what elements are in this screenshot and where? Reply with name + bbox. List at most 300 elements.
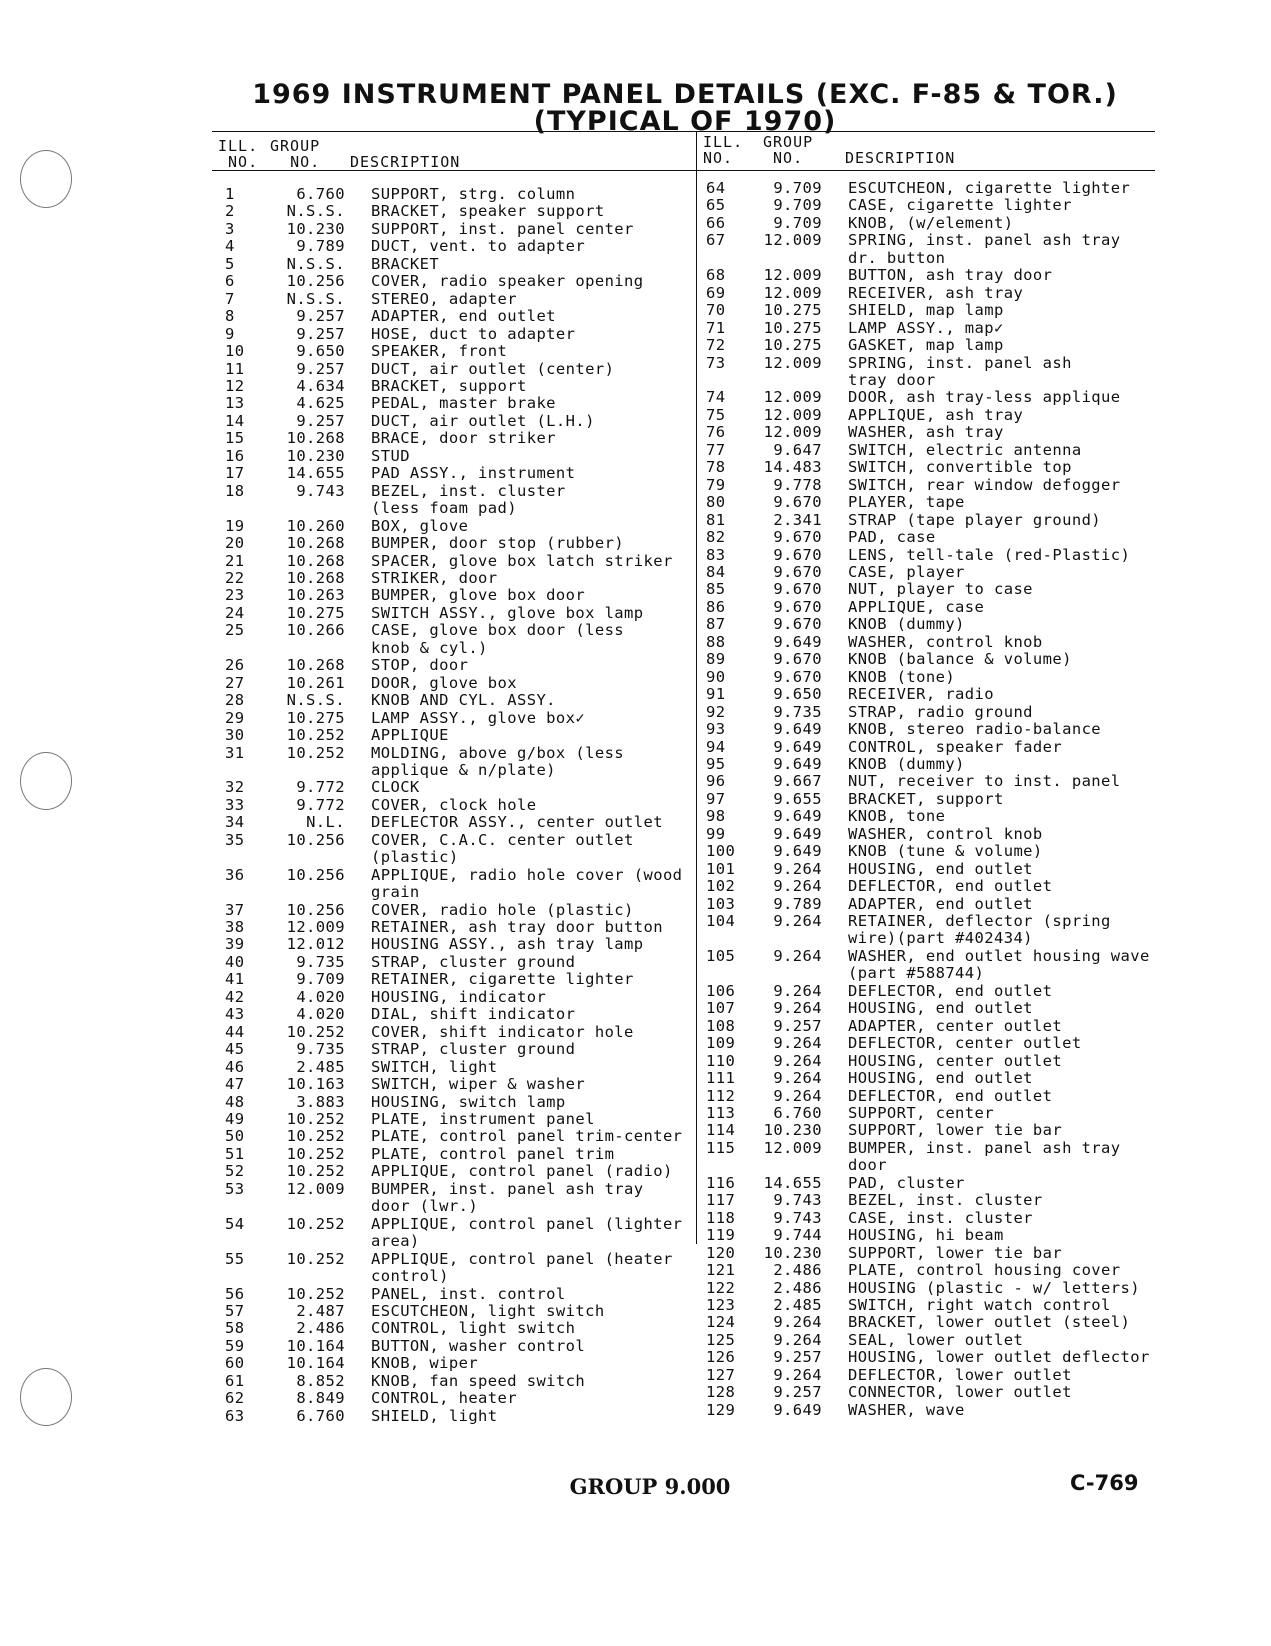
ill-number: 76 [706, 423, 726, 442]
part-description: KNOB, wiper [371, 1354, 479, 1373]
part-description: HOUSING, end outlet [848, 1069, 1033, 1088]
table-row [225, 483, 705, 500]
ill-number: 51 [225, 1144, 245, 1163]
ill-number: 95 [706, 754, 726, 773]
group-number: 9.670 [773, 667, 822, 686]
ill-number: 107 [706, 999, 736, 1018]
table-row [225, 1198, 705, 1215]
table-row [706, 651, 1186, 668]
group-number: 9.772 [296, 778, 345, 797]
group-number: 10.252 [286, 1022, 345, 1041]
group-number: 9.709 [296, 970, 345, 989]
ill-number: 106 [706, 981, 736, 1000]
part-description: DOOR, glove box [371, 673, 517, 692]
group-number: 10.275 [763, 336, 822, 355]
group-number: 9.670 [773, 580, 822, 599]
group-number: 12.009 [763, 1138, 822, 1157]
ill-number: 3 [225, 219, 235, 238]
table-row [706, 704, 1186, 721]
table-row [225, 1006, 705, 1023]
part-description: DEFLECTOR, end outlet [848, 981, 1053, 1000]
group-number: 14.483 [763, 458, 822, 477]
group-number: 9.257 [296, 411, 345, 430]
group-number: 9.709 [773, 213, 822, 232]
group-number: 9.649 [773, 842, 822, 861]
table-row [706, 1262, 1186, 1279]
ill-number: 118 [706, 1208, 736, 1227]
group-number: 9.264 [773, 1313, 822, 1332]
table-row [706, 1122, 1186, 1139]
part-description: HOUSING, switch lamp [371, 1092, 566, 1111]
part-description: PLATE, control panel trim-center [371, 1127, 683, 1146]
ill-number: 124 [706, 1313, 736, 1332]
part-description: CONNECTOR, lower outlet [848, 1383, 1072, 1402]
group-number: 9.709 [773, 179, 822, 197]
table-row [225, 587, 705, 604]
part-description: HOUSING (plastic - w/ letters) [848, 1278, 1140, 1297]
ill-number: 30 [225, 726, 245, 745]
group-number: 9.257 [296, 324, 345, 343]
group-number: 9.264 [773, 877, 822, 896]
table-row [225, 1286, 705, 1303]
part-description: CASE, player [848, 562, 965, 581]
table-row [706, 1402, 1186, 1419]
ill-number: 70 [706, 301, 726, 320]
group-number: 9.670 [773, 528, 822, 547]
ill-number: 117 [706, 1191, 736, 1210]
group-number: 12.009 [286, 1179, 345, 1198]
group-number: 9.735 [296, 952, 345, 971]
table-row [706, 320, 1186, 337]
part-description: RETAINER, ash tray door button [371, 918, 663, 937]
part-description: RECEIVER, ash tray [848, 283, 1024, 302]
group-number: 10.275 [286, 708, 345, 727]
part-description: WASHER, control knob [848, 632, 1043, 651]
ill-number: 55 [225, 1249, 245, 1268]
part-description: HOUSING, end outlet [848, 999, 1033, 1018]
ill-number: 129 [706, 1400, 736, 1419]
ill-number: 33 [225, 795, 245, 814]
header-ill-no-right: ILL. NO. [703, 133, 744, 167]
part-description: ADAPTER, end outlet [371, 307, 556, 326]
part-description: DEFLECTOR, end outlet [848, 1086, 1053, 1105]
group-number: 10.164 [286, 1336, 345, 1355]
group-number: 9.670 [773, 562, 822, 581]
table-row [225, 1128, 705, 1145]
binder-hole-icon [20, 1368, 72, 1426]
group-number: N.S.S. [286, 202, 345, 221]
ill-number: 16 [225, 446, 245, 465]
ill-number: 102 [706, 877, 736, 896]
part-description: STUD [371, 446, 410, 465]
ill-number: 98 [706, 807, 726, 826]
table-row [225, 343, 705, 360]
ill-number: 127 [706, 1365, 736, 1384]
part-description: RECEIVER, radio [848, 685, 994, 704]
table-row [225, 640, 705, 657]
table-row [225, 1338, 705, 1355]
ill-number: 2 [225, 202, 235, 221]
group-number: 9.650 [773, 685, 822, 704]
part-description: CONTROL, speaker fader [848, 737, 1063, 756]
ill-number: 82 [706, 528, 726, 547]
table-row [225, 675, 705, 692]
table-row [706, 1297, 1186, 1314]
table-row [225, 1303, 705, 1320]
ill-number: 77 [706, 440, 726, 459]
ill-number: 96 [706, 772, 726, 791]
table-row [706, 355, 1186, 372]
table-row [706, 1157, 1186, 1174]
table-row [706, 529, 1186, 546]
part-description: SPEAKER, front [371, 342, 508, 361]
header-ill-no-left: ILL. NO. [218, 137, 259, 171]
ill-number: 42 [225, 987, 245, 1006]
part-description: SWITCH, right watch control [848, 1296, 1111, 1314]
ill-number: 7 [225, 289, 235, 308]
part-description: SWITCH, light [371, 1057, 498, 1076]
group-number: 2.485 [773, 1296, 822, 1314]
table-row [225, 692, 705, 709]
ill-number: 22 [225, 568, 245, 587]
part-description: (part #588744) [848, 964, 985, 983]
table-row [225, 1041, 705, 1058]
table-row [706, 564, 1186, 581]
group-number: 9.264 [773, 999, 822, 1018]
ill-number: 46 [225, 1057, 245, 1076]
group-number: 9.650 [296, 342, 345, 361]
part-description: PAD, cluster [848, 1173, 965, 1192]
ill-number: 99 [706, 824, 726, 843]
part-description: WASHER, control knob [848, 824, 1043, 843]
ill-number: 50 [225, 1127, 245, 1146]
part-description: APPLIQUE, case [848, 597, 985, 616]
part-description: LAMP ASSY., glove box✓ [371, 708, 586, 727]
table-row [225, 361, 705, 378]
ill-number: 64 [706, 179, 726, 197]
header-group-no-left: GROUP NO. [270, 137, 321, 171]
ill-number: 59 [225, 1336, 245, 1355]
table-row [225, 186, 705, 203]
ill-number: 75 [706, 405, 726, 424]
table-row [706, 669, 1186, 686]
table-row [706, 634, 1186, 651]
group-number: 10.252 [286, 1144, 345, 1163]
ill-number: 25 [225, 621, 245, 640]
table-row [706, 756, 1186, 773]
ill-number: 20 [225, 534, 245, 553]
group-number: 9.649 [773, 632, 822, 651]
ill-number: 97 [706, 789, 726, 808]
ill-number: 110 [706, 1051, 736, 1070]
group-number: 10.230 [763, 1121, 822, 1140]
ill-number: 72 [706, 336, 726, 355]
part-description: area) [371, 1232, 420, 1251]
table-row [706, 983, 1186, 1000]
part-description: BUMPER, inst. panel ash tray [371, 1179, 644, 1198]
group-number: 6.760 [296, 185, 345, 203]
group-number: 12.009 [763, 283, 822, 302]
ill-number: 79 [706, 475, 726, 494]
group-number: 9.744 [773, 1226, 822, 1245]
ill-number: 109 [706, 1034, 736, 1053]
group-number: 12.009 [763, 405, 822, 424]
group-number: 10.164 [286, 1354, 345, 1373]
ill-number: 43 [225, 1005, 245, 1024]
group-number: 12.009 [763, 388, 822, 407]
part-description: STRAP (tape player ground) [848, 510, 1102, 529]
group-number: 9.649 [773, 754, 822, 773]
ill-number: 74 [706, 388, 726, 407]
ill-number: 66 [706, 213, 726, 232]
table-row [706, 739, 1186, 756]
part-description: SUPPORT, strg. column [371, 185, 576, 203]
group-number: 9.264 [773, 859, 822, 878]
group-number: 9.264 [773, 1365, 822, 1384]
page-subtitle: (TYPICAL OF 1970) [533, 106, 837, 137]
part-description: PLATE, instrument panel [371, 1110, 595, 1129]
table-row [225, 622, 705, 639]
group-number: 10.256 [286, 272, 345, 291]
part-description: RETAINER, deflector (spring [848, 912, 1111, 931]
part-description: CASE, inst. cluster [848, 1208, 1033, 1227]
group-number: N.S.S. [286, 289, 345, 308]
table-row [225, 1390, 705, 1407]
ill-number: 44 [225, 1022, 245, 1041]
table-row [706, 1000, 1186, 1017]
parts-list-left [225, 186, 705, 1425]
ill-number: 21 [225, 551, 245, 570]
group-number: 9.647 [773, 440, 822, 459]
part-description: COVER, radio speaker opening [371, 272, 644, 291]
group-number: 10.266 [286, 621, 345, 640]
group-number: 4.020 [296, 1005, 345, 1024]
table-row [225, 221, 705, 238]
group-number: 10.252 [286, 1284, 345, 1303]
ill-number: 103 [706, 894, 736, 913]
part-description: SWITCH, electric antenna [848, 440, 1082, 459]
ill-number: 121 [706, 1261, 736, 1280]
part-description: KNOB (tone) [848, 667, 956, 686]
group-number: 10.275 [286, 603, 345, 622]
group-number: 10.163 [286, 1075, 345, 1094]
group-number: 10.263 [286, 586, 345, 605]
part-description: WASHER, wave [848, 1400, 965, 1419]
table-row [706, 407, 1186, 424]
part-description: COVER, clock hole [371, 795, 537, 814]
table-row [225, 465, 705, 482]
part-description: APPLIQUE, control panel (lighter [371, 1214, 683, 1233]
table-row [706, 197, 1186, 214]
ill-number: 45 [225, 1040, 245, 1059]
ill-number: 105 [706, 946, 736, 965]
group-number: 9.264 [773, 946, 822, 965]
table-row [225, 430, 705, 447]
table-row [706, 215, 1186, 232]
binder-hole-icon [20, 150, 72, 208]
group-number: 3.883 [296, 1092, 345, 1111]
part-description: COVER, C.A.C. center outlet [371, 830, 634, 849]
table-row [706, 1332, 1186, 1349]
part-description: BUTTON, washer control [371, 1336, 586, 1355]
part-description: CLOCK [371, 778, 420, 797]
ill-number: 10 [225, 342, 245, 361]
group-number: 8.852 [296, 1371, 345, 1390]
part-description: SWITCH, convertible top [848, 458, 1072, 477]
ill-number: 6 [225, 272, 235, 291]
ill-number: 113 [706, 1104, 736, 1123]
group-number: 9.264 [773, 912, 822, 931]
part-description: KNOB, tone [848, 807, 946, 826]
group-number: 9.649 [773, 1400, 822, 1419]
ill-number: 86 [706, 597, 726, 616]
part-description: PLAYER, tape [848, 493, 965, 512]
ill-number: 111 [706, 1069, 736, 1088]
ill-number: 58 [225, 1319, 245, 1338]
header-group-no-right: GROUP NO. [763, 133, 814, 167]
group-number: 4.634 [296, 376, 345, 395]
ill-number: 23 [225, 586, 245, 605]
table-row [706, 721, 1186, 738]
group-number: 9.670 [773, 615, 822, 634]
table-row [225, 797, 705, 814]
group-number: 9.743 [773, 1208, 822, 1227]
group-number: 9.667 [773, 772, 822, 791]
table-row [706, 285, 1186, 302]
table-row [706, 389, 1186, 406]
part-description: PANEL, inst. control [371, 1284, 566, 1303]
table-row [706, 1280, 1186, 1297]
ill-number: 54 [225, 1214, 245, 1233]
part-description: STOP, door [371, 656, 469, 675]
table-row [706, 372, 1186, 389]
group-number: 9.649 [773, 807, 822, 826]
part-description: DOOR, ash tray-less applique [848, 388, 1121, 407]
group-number: N.L. [306, 813, 345, 832]
part-description: BRACE, door striker [371, 429, 556, 448]
group-number: 4.020 [296, 987, 345, 1006]
table-row [706, 232, 1186, 249]
part-description: wire)(part #402434) [848, 929, 1033, 948]
ill-number: 37 [225, 900, 245, 919]
group-number: 10.252 [286, 1110, 345, 1129]
table-row [225, 1024, 705, 1041]
table-row [225, 1059, 705, 1076]
table-row [706, 791, 1186, 808]
table-row [706, 512, 1186, 529]
ill-number: 80 [706, 493, 726, 512]
ill-number: 89 [706, 650, 726, 669]
ill-number: 57 [225, 1302, 245, 1320]
group-number: 9.264 [773, 1051, 822, 1070]
table-row [706, 843, 1186, 860]
table-row [225, 657, 705, 674]
footer-group-number: GROUP 9.000 [569, 1474, 731, 1499]
ill-number: 63 [225, 1406, 245, 1425]
group-number: 9.649 [773, 720, 822, 739]
ill-number: 34 [225, 813, 245, 832]
group-number: N.S.S. [286, 254, 345, 273]
table-row [225, 919, 705, 936]
part-description: control) [371, 1267, 449, 1286]
parts-list-right [706, 180, 1186, 1419]
ill-number: 122 [706, 1278, 736, 1297]
part-description: BUMPER, glove box door [371, 586, 586, 605]
part-description: dr. button [848, 248, 946, 267]
group-number: 12.009 [286, 918, 345, 937]
group-number: 10.256 [286, 865, 345, 884]
ill-number: 128 [706, 1383, 736, 1402]
table-row [225, 989, 705, 1006]
group-number: 9.735 [296, 1040, 345, 1059]
ill-number: 13 [225, 394, 245, 413]
table-row [706, 1105, 1186, 1122]
ill-number: 53 [225, 1179, 245, 1198]
part-description: applique & n/plate) [371, 760, 556, 779]
table-row [225, 570, 705, 587]
part-description: SUPPORT, lower tie bar [848, 1121, 1063, 1140]
part-description: PLATE, control housing cover [848, 1261, 1121, 1280]
group-number: 9.257 [773, 1348, 822, 1367]
table-row [225, 884, 705, 901]
part-description: KNOB, stereo radio-balance [848, 720, 1102, 739]
ill-number: 84 [706, 562, 726, 581]
table-row [225, 308, 705, 325]
part-description: SPRING, inst. panel ash [848, 353, 1072, 372]
ill-number: 62 [225, 1389, 245, 1408]
table-row [225, 1320, 705, 1337]
part-description: COVER, shift indicator hole [371, 1022, 634, 1041]
ill-number: 83 [706, 545, 726, 564]
group-number: 2.486 [773, 1261, 822, 1280]
table-row [225, 1094, 705, 1111]
table-row [225, 500, 705, 517]
group-number: 10.256 [286, 830, 345, 849]
table-row [225, 378, 705, 395]
ill-number: 61 [225, 1371, 245, 1390]
group-number: 4.625 [296, 394, 345, 413]
part-description: SWITCH, wiper & washer [371, 1075, 586, 1094]
table-row [706, 826, 1186, 843]
part-description: BRACKET [371, 254, 440, 273]
ill-number: 116 [706, 1173, 736, 1192]
group-number: 2.485 [296, 1057, 345, 1076]
table-row [225, 1111, 705, 1128]
part-description: KNOB, fan speed switch [371, 1371, 586, 1390]
part-description: BRACKET, support [371, 376, 527, 395]
group-number: 10.268 [286, 656, 345, 675]
table-row [706, 1035, 1186, 1052]
ill-number: 18 [225, 481, 245, 500]
part-description: BEZEL, inst. cluster [848, 1191, 1043, 1210]
part-description: GASKET, map lamp [848, 336, 1004, 355]
part-description: SUPPORT, center [848, 1104, 994, 1123]
group-number: 2.341 [773, 510, 822, 529]
table-row [706, 581, 1186, 598]
table-row [706, 965, 1186, 982]
group-number: 9.264 [773, 1034, 822, 1053]
part-description: DUCT, air outlet (center) [371, 359, 615, 378]
table-row [706, 878, 1186, 895]
ill-number: 27 [225, 673, 245, 692]
table-row [706, 1245, 1186, 1262]
part-description: ADAPTER, center outlet [848, 1016, 1063, 1035]
group-number: 12.009 [763, 266, 822, 285]
part-description: BEZEL, inst. cluster [371, 481, 566, 500]
ill-number: 65 [706, 196, 726, 215]
ill-number: 60 [225, 1354, 245, 1373]
table-row [225, 518, 705, 535]
